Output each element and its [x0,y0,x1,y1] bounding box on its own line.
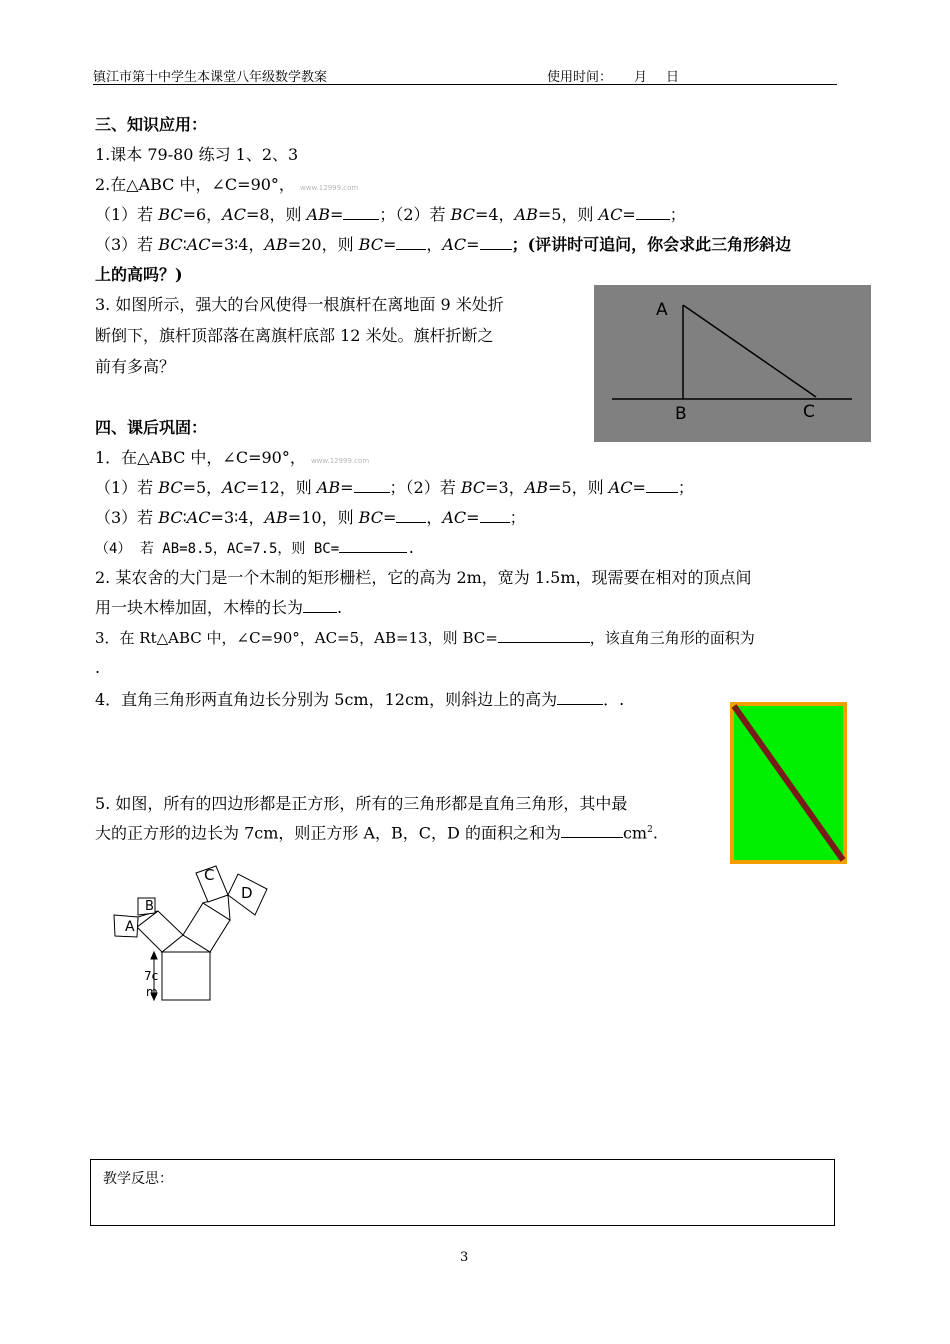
page-number: 3 [460,1250,469,1265]
vertex-b: B [675,404,687,424]
broken-pole-line [683,305,816,397]
section3-p3-line1: 3. 如图所示，强大的台风使得一根旗杆在离地面 9 米处折 [95,295,504,314]
answer-blank[interactable] [339,538,407,553]
section4-line1: 1．在△ABC 中，∠C=90°， www.12999.com [95,448,370,467]
section3-q1: （1）若 BC=6，AC=8，则 AB= ；（2）若 BC=4，AB=5，则 AC= ； [95,205,686,224]
watermark: www.12999.com [310,457,370,465]
length-label-1: 7c [144,969,159,983]
section4-q4: （4） 若 AB=8.5，AC=7.5，则 BC= . [95,538,416,559]
label-a: A [125,919,135,935]
answer-blank[interactable] [646,478,678,493]
answer-blank[interactable] [303,598,337,613]
section4-p3-line1: 3．在 Rt△ABC 中，∠C=90°，AC=5，AB=13，则 BC= ，该直角三角形的面积为 [95,629,755,647]
section4-p2-line2: 用一块木棒加固，木棒的长为 . [95,598,343,617]
header-month: 月 [634,70,648,85]
label-b: B [145,899,154,914]
header-rule [93,84,837,85]
answer-blank[interactable] [480,508,510,523]
vertex-a: A [656,300,668,320]
section3-q3-cont: 上的高吗？) [95,265,183,284]
section4-p4: 4．直角三角形两直角边长分别为 5cm，12cm，则斜边上的高为 ．. [95,690,625,709]
flagpole-figure [594,285,871,442]
section3-p3-line2: 断倒下，旗杆顶部落在离旗杆底部 12 米处。旗杆折断之 [95,326,494,345]
answer-blank[interactable] [636,205,670,220]
answer-blank[interactable] [561,823,623,838]
watermark: www.12999.com [300,184,359,192]
length-label-2: m [146,985,158,999]
section4-p2-line1: 2. 某农舍的大门是一个木制的矩形栅栏，它的高为 2m，宽为 1.5m，现需要在相对的顶点间 [95,568,752,587]
reflection-box[interactable] [90,1159,835,1226]
answer-blank[interactable] [343,205,379,220]
answer-blank[interactable] [480,235,512,250]
section4-p5-line2: 大的正方形的边长为 7cm，则正方形 A，B，C，D 的面积之和为 $cm^2$. [95,823,658,843]
header-time-label: 使用时间： [547,70,613,85]
section4-p5-line1: 5. 如图，所有的四边形都是正方形，所有的三角形都是直角三角形，其中最 [95,794,628,813]
label-d: D [241,884,253,902]
header-school: 镇江市第十中学生本课堂八年级数学教案 [93,70,328,85]
answer-blank[interactable] [396,235,426,250]
section4-title: 四、课后巩固： [95,418,208,437]
answer-blank[interactable] [557,690,603,705]
section4-p3-line2: . [95,658,101,677]
answer-blank[interactable] [354,478,390,493]
squares-figure [110,860,280,1010]
section3-line2: 2.在△ABC 中，∠C=90°， www.12999.com [95,175,359,194]
section3-title: 三、知识应用： [95,115,208,134]
section3-line1: 1.课本 79-80 练习 1、2、3 [95,145,299,164]
section4-q3: （3）若 BC∶AC=3∶4，AB=10，则 BC= ，AC= ； [95,508,526,527]
dimension-arrow-top [151,952,157,959]
label-c: C [204,866,215,884]
section3-q3: （3）若 BC∶AC=3∶4，AB=20，则 BC= ，AC= ；(评讲时可追问，你会求此三角形斜边 [95,235,792,254]
section4-q1: （1）若 BC=5，AC=12，则 AB= ；（2）若 BC=3，AB=5，则 AC= ； [95,478,694,497]
section3-p3-line3: 前有多高？ [95,357,176,376]
reflection-label: 教学反思： [103,1171,173,1187]
answer-blank[interactable] [498,628,590,643]
largest-square [162,952,210,1000]
answer-blank[interactable] [396,508,426,523]
gate-figure [730,702,847,864]
vertex-c: C [803,402,815,422]
header-day: 日 [666,70,680,85]
